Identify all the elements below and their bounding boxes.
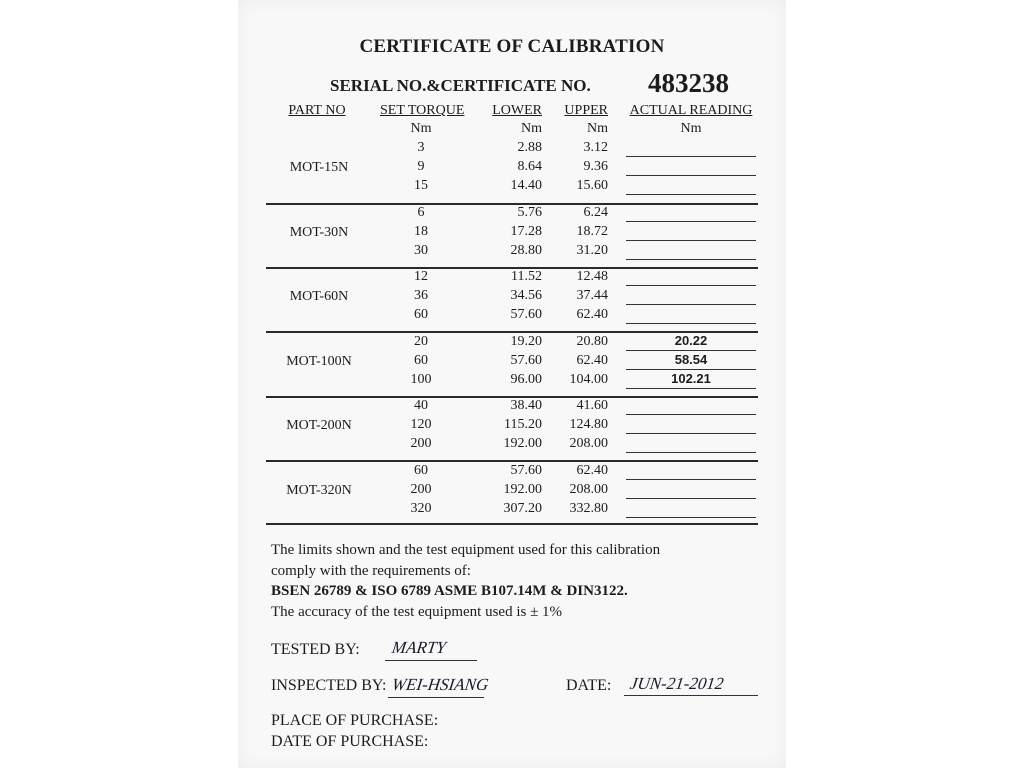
set-torque-cell: 60: [414, 307, 428, 322]
actual-reading-cell: [626, 140, 756, 157]
upper-cell: 104.00: [569, 372, 608, 387]
set-torque-cell: 40: [414, 398, 428, 413]
actual-reading-cell: 58.54: [626, 353, 756, 370]
part-group: [268, 205, 757, 269]
part-group: [268, 269, 757, 333]
upper-cell: 12.48: [576, 269, 608, 284]
lower-cell: 14.40: [510, 178, 542, 193]
date-of-purchase-label: DATE OF PURCHASE:: [271, 733, 429, 750]
table-row: [268, 353, 757, 371]
lower-cell: 11.52: [511, 269, 542, 284]
table-row: [268, 140, 757, 158]
unit-upper: Nm: [587, 121, 608, 136]
lower-cell: 57.60: [510, 307, 542, 322]
upper-cell: 31.20: [576, 243, 608, 258]
set-torque-cell: 100: [410, 372, 432, 387]
lower-cell: 34.56: [510, 288, 542, 303]
actual-reading-cell: [626, 159, 756, 176]
part-group: [268, 463, 757, 527]
table-row: [268, 243, 757, 261]
lower-cell: 307.20: [503, 501, 542, 516]
actual-reading-cell: [626, 269, 756, 286]
unit-lower: Nm: [521, 121, 542, 136]
table-bottom-rule: [266, 523, 758, 525]
lower-cell: 96.00: [510, 372, 542, 387]
actual-reading-cell: [626, 288, 756, 305]
set-torque-cell: 200: [410, 436, 432, 451]
unit-set-torque: Nm: [410, 121, 432, 136]
actual-reading-cell: [626, 501, 756, 518]
certificate-title: CERTIFICATE OF CALIBRATION: [359, 36, 665, 57]
lower-cell: 115.20: [504, 417, 542, 432]
lower-cell: 57.60: [510, 353, 542, 368]
table-row: [268, 178, 757, 196]
set-torque-cell: 18: [414, 224, 428, 239]
set-torque-cell: 320: [410, 501, 432, 516]
part-number: MOT-15N: [289, 160, 349, 175]
lower-cell: 192.00: [503, 436, 542, 451]
upper-cell: 41.60: [576, 398, 608, 413]
header-part-no: PART NO: [288, 103, 346, 118]
upper-cell: 124.80: [569, 417, 608, 432]
actual-reading-cell: [626, 463, 756, 480]
table-row: [268, 463, 757, 481]
date-line: [624, 695, 758, 696]
actual-reading-cell: [626, 178, 756, 195]
set-torque-cell: 60: [414, 353, 428, 368]
part-number: MOT-60N: [289, 289, 349, 304]
lower-cell: 8.64: [517, 159, 542, 174]
table-row: [268, 482, 757, 500]
upper-cell: 208.00: [569, 482, 608, 497]
tested-by-line: [385, 660, 477, 661]
serial-number: 483238: [648, 68, 729, 98]
part-group: [268, 334, 757, 398]
table-row: [268, 398, 757, 416]
table-row: [268, 307, 757, 325]
part-number: MOT-200N: [286, 418, 352, 433]
actual-reading-cell: [626, 482, 756, 499]
table-row: [268, 501, 757, 519]
upper-cell: 3.12: [583, 140, 608, 155]
actual-reading-cell: [626, 205, 756, 222]
standards-line: BSEN 26789 & ISO 6789 ASME B107.14M & DIN3122.: [271, 583, 628, 599]
set-torque-cell: 3: [417, 140, 425, 155]
inspected-by-label: INSPECTED BY:: [271, 677, 387, 694]
table-row: [268, 205, 757, 223]
tested-by-signature: MARTY: [390, 638, 448, 657]
lower-cell: 38.40: [510, 398, 542, 413]
part-number: MOT-30N: [289, 225, 349, 240]
header-actual-reading: ACTUAL READING: [629, 103, 753, 118]
upper-cell: 18.72: [576, 224, 608, 239]
actual-reading-cell: [626, 436, 756, 453]
serial-label: SERIAL NO.&CERTIFICATE NO.: [330, 76, 591, 95]
part-group: [268, 140, 757, 204]
header-set-torque: SET TORQUE: [380, 103, 465, 118]
upper-cell: 62.40: [576, 463, 608, 478]
upper-cell: 20.80: [576, 334, 608, 349]
lower-cell: 192.00: [503, 482, 542, 497]
upper-cell: 62.40: [576, 353, 608, 368]
note-line-2: comply with the requirements of:: [271, 563, 471, 579]
header-upper: UPPER: [564, 103, 608, 118]
table-row: [268, 417, 757, 435]
group-divider: [266, 460, 758, 462]
lower-cell: 57.60: [510, 463, 542, 478]
part-number: MOT-100N: [286, 354, 352, 369]
header-lower: LOWER: [492, 103, 542, 118]
tested-by-label: TESTED BY:: [271, 641, 360, 658]
date-label: DATE:: [566, 677, 612, 694]
actual-reading-cell: [626, 224, 756, 241]
note-line-1: The limits shown and the test equipment used for this calibration: [271, 542, 661, 558]
set-torque-cell: 30: [414, 243, 428, 258]
upper-cell: 15.60: [576, 178, 608, 193]
accuracy-line: The accuracy of the test equipment used is ± 1%: [271, 604, 563, 620]
unit-actual-reading: Nm: [680, 121, 702, 136]
table-row: [268, 372, 757, 390]
actual-reading-cell: [626, 243, 756, 260]
table-row: [268, 159, 757, 177]
upper-cell: 62.40: [576, 307, 608, 322]
actual-reading-cell: [626, 417, 756, 434]
lower-cell: 5.76: [517, 205, 542, 220]
table-row: [268, 288, 757, 306]
inspected-by-signature: WEI-HSIANG: [390, 675, 490, 694]
set-torque-cell: 9: [417, 159, 425, 174]
place-of-purchase-label: PLACE OF PURCHASE:: [271, 712, 439, 729]
table-row: [268, 269, 757, 287]
actual-reading-cell: 102.21: [626, 372, 756, 389]
set-torque-cell: 36: [414, 288, 428, 303]
actual-reading-cell: [626, 398, 756, 415]
table-row: [268, 436, 757, 454]
lower-cell: 19.20: [510, 334, 542, 349]
actual-reading-cell: [626, 307, 756, 324]
set-torque-cell: 20: [414, 334, 428, 349]
part-group: [268, 398, 757, 462]
set-torque-cell: 12: [414, 269, 428, 284]
lower-cell: 2.88: [517, 140, 542, 155]
upper-cell: 332.80: [569, 501, 608, 516]
upper-cell: 37.44: [576, 288, 608, 303]
upper-cell: 6.24: [583, 205, 608, 220]
part-number: MOT-320N: [286, 483, 352, 498]
upper-cell: 9.36: [583, 159, 608, 174]
actual-reading-cell: 20.22: [626, 334, 756, 351]
table-row: [268, 334, 757, 352]
date-value: JUN-21-2012: [628, 674, 725, 693]
set-torque-cell: 6: [417, 205, 425, 220]
set-torque-cell: 120: [410, 417, 432, 432]
lower-cell: 28.80: [510, 243, 542, 258]
set-torque-cell: 60: [414, 463, 428, 478]
inspected-by-line: [388, 697, 484, 698]
lower-cell: 17.28: [510, 224, 542, 239]
set-torque-cell: 200: [410, 482, 432, 497]
set-torque-cell: 15: [414, 178, 428, 193]
upper-cell: 208.00: [569, 436, 608, 451]
table-row: [268, 224, 757, 242]
